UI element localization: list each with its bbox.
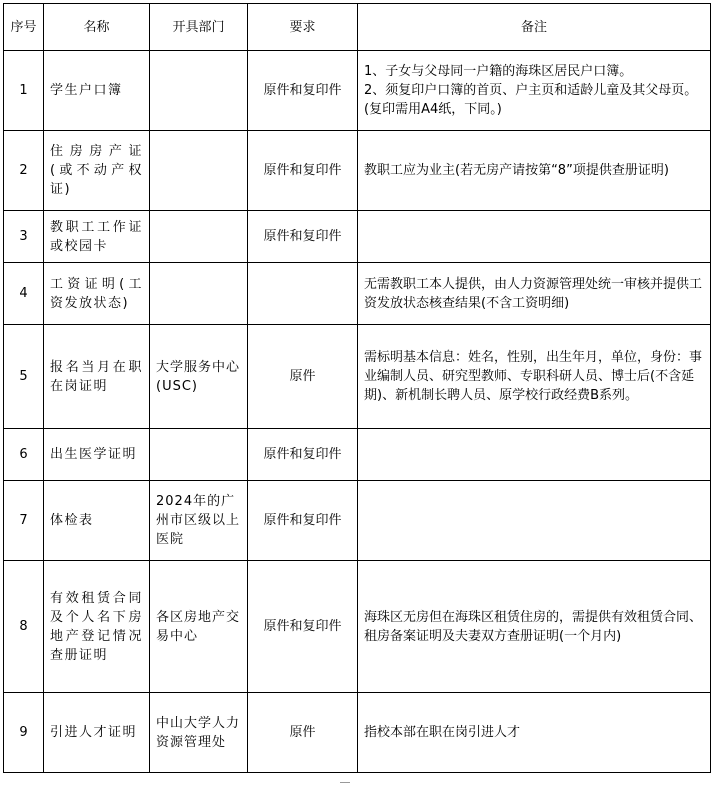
document-name: 教职工工作证或校园卡 xyxy=(44,211,150,263)
table-row xyxy=(4,561,711,693)
requirement: 原件 xyxy=(248,325,358,429)
requirements-table xyxy=(3,3,711,773)
remarks xyxy=(358,561,711,693)
issuing-department: 2024年的广州市区级以上医院 xyxy=(150,481,248,561)
table-row xyxy=(4,481,711,561)
table-row xyxy=(4,325,711,429)
header-req: 要求 xyxy=(248,4,358,51)
document-name: 引进人才证明 xyxy=(44,693,150,773)
remarks xyxy=(358,481,711,561)
remarks xyxy=(358,211,711,263)
table-row xyxy=(4,429,711,481)
requirement xyxy=(248,263,358,325)
document-name: 住房房产证(或不动产权证) xyxy=(44,131,150,211)
header-name: 名称 xyxy=(44,4,150,51)
remark-line: 1、子女与父母同一户籍的海珠区居民户口簿。 xyxy=(364,64,633,79)
table-row xyxy=(4,263,711,325)
issuing-department xyxy=(150,51,248,131)
document-name: 报名当月在职在岗证明 xyxy=(44,325,150,429)
document-name: 工资证明(工资发放状态) xyxy=(44,263,150,325)
remark-line: 无需教职工本人提供，由人力资源管理处统一审核并提供工资发放状态核查结果(不含工资明细) xyxy=(364,276,703,311)
requirement: 原件和复印件 xyxy=(248,131,358,211)
row-index: 2 xyxy=(4,131,44,211)
table-body xyxy=(4,51,711,773)
page-mark xyxy=(340,782,350,783)
remarks xyxy=(358,693,711,773)
row-index: 3 xyxy=(4,211,44,263)
requirement: 原件和复印件 xyxy=(248,211,358,263)
header-row xyxy=(4,4,711,51)
remark-line: 海珠区无房但在海珠区租赁住房的，需提供有效租赁合同、租房备案证明及夫妻双方查册证明(一个月内) xyxy=(364,609,703,644)
remarks xyxy=(358,263,711,325)
remark-line: 2、须复印户口簿的首页、户主页和适龄儿童及其父母页。(复印需用A4纸，下同。) xyxy=(364,83,698,117)
remarks xyxy=(358,429,711,481)
table-row xyxy=(4,131,711,211)
issuing-department: 大学服务中心(USC) xyxy=(150,325,248,429)
row-index: 1 xyxy=(4,51,44,131)
remark-line: 需标明基本信息：姓名，性别，出生年月，单位，身份：事业编制人员、研究型教师、专职科研人员、博士后(不含延期)、新机制长聘人员、原学校行政经费B系列。 xyxy=(364,350,703,403)
requirement: 原件 xyxy=(248,693,358,773)
row-index: 7 xyxy=(4,481,44,561)
issuing-department: 中山大学人力资源管理处 xyxy=(150,693,248,773)
table-row xyxy=(4,51,711,131)
requirement: 原件和复印件 xyxy=(248,481,358,561)
table-row xyxy=(4,211,711,263)
document-name: 学生户口簿 xyxy=(44,51,150,131)
issuing-department xyxy=(150,263,248,325)
row-index: 5 xyxy=(4,325,44,429)
document-name: 出生医学证明 xyxy=(44,429,150,481)
requirement: 原件和复印件 xyxy=(248,561,358,693)
row-index: 6 xyxy=(4,429,44,481)
issuing-department xyxy=(150,211,248,263)
requirement: 原件和复印件 xyxy=(248,429,358,481)
row-index: 9 xyxy=(4,693,44,773)
remark-line: 教职工应为业主(若无房产请按第“8”项提供查册证明) xyxy=(364,163,669,178)
requirement: 原件和复印件 xyxy=(248,51,358,131)
header-idx: 序号 xyxy=(4,4,44,51)
issuing-department xyxy=(150,429,248,481)
issuing-department xyxy=(150,131,248,211)
table-row xyxy=(4,693,711,773)
header-note: 备注 xyxy=(358,4,711,51)
document-name: 有效租赁合同及个人名下房地产登记情况查册证明 xyxy=(44,561,150,693)
row-index: 8 xyxy=(4,561,44,693)
header-dept: 开具部门 xyxy=(150,4,248,51)
remarks xyxy=(358,131,711,211)
remark-line: 指校本部在职在岗引进人才 xyxy=(364,725,521,740)
issuing-department: 各区房地产交易中心 xyxy=(150,561,248,693)
remarks xyxy=(358,51,711,131)
row-index: 4 xyxy=(4,263,44,325)
document-name: 体检表 xyxy=(44,481,150,561)
remarks xyxy=(358,325,711,429)
